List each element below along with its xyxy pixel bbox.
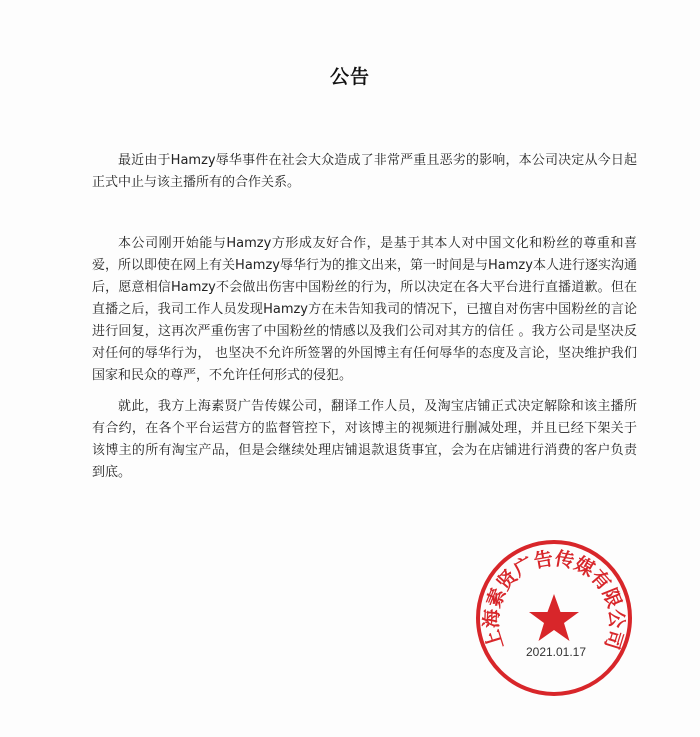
notice-paragraph-1: 最近由于Hamzy辱华事件在社会大众造成了非常严重且恶劣的影响，本公司决定从今日起正式中止与该主播所有的合作关系。 [92, 153, 637, 190]
seal-date: 2021.01.17 [525, 645, 587, 659]
notice-paragraph-3: 就此，我方上海素贤广告传媒公司，翻译工作人员，及淘宝店铺正式决定解除和该主播所有合约，在各个平台运营方的监督管控下，对该博主的视频进行删减处理，并且已经下架关于该博主的所有淘宝产品，但是会继续处理店铺退款退货事宜，会为在店铺进行消费的客户负责到底。 [92, 399, 637, 480]
seal-company-text: 上海素贤广告传媒有限公司 [480, 547, 628, 652]
notice-paragraph-2: 本公司刚开始能与Hamzy方形成友好合作，是基于其本人对中国文化和粉丝的尊重和喜爱，所以即使在网上有关Hamzy辱华行为的推文出来，第一时间是与Hamzy本人进行逐实沟通后，愿意相信Hamzy不会做出伤害中国粉丝的行为，所以决定在各大平台进行直播道歉。但在直播之后，我司工作人员发现Hamzy方在未告知我司的情况下，已擅自对伤害中国粉丝的言论进行回复，这再次严重伤害了中国粉丝的情感以及我们公司对其方的信任 。我方公司是坚决反对任何的辱华行为， 也坚决不允许所签署的外国博主有任何辱华的态度及言论，坚决维护我们国家和民众的尊严，不允许任何形式的侵犯。 [92, 236, 637, 383]
company-seal-graphic [474, 538, 634, 698]
company-seal [474, 538, 634, 698]
star-icon [529, 594, 579, 641]
notice-title: 公告 [329, 66, 370, 88]
